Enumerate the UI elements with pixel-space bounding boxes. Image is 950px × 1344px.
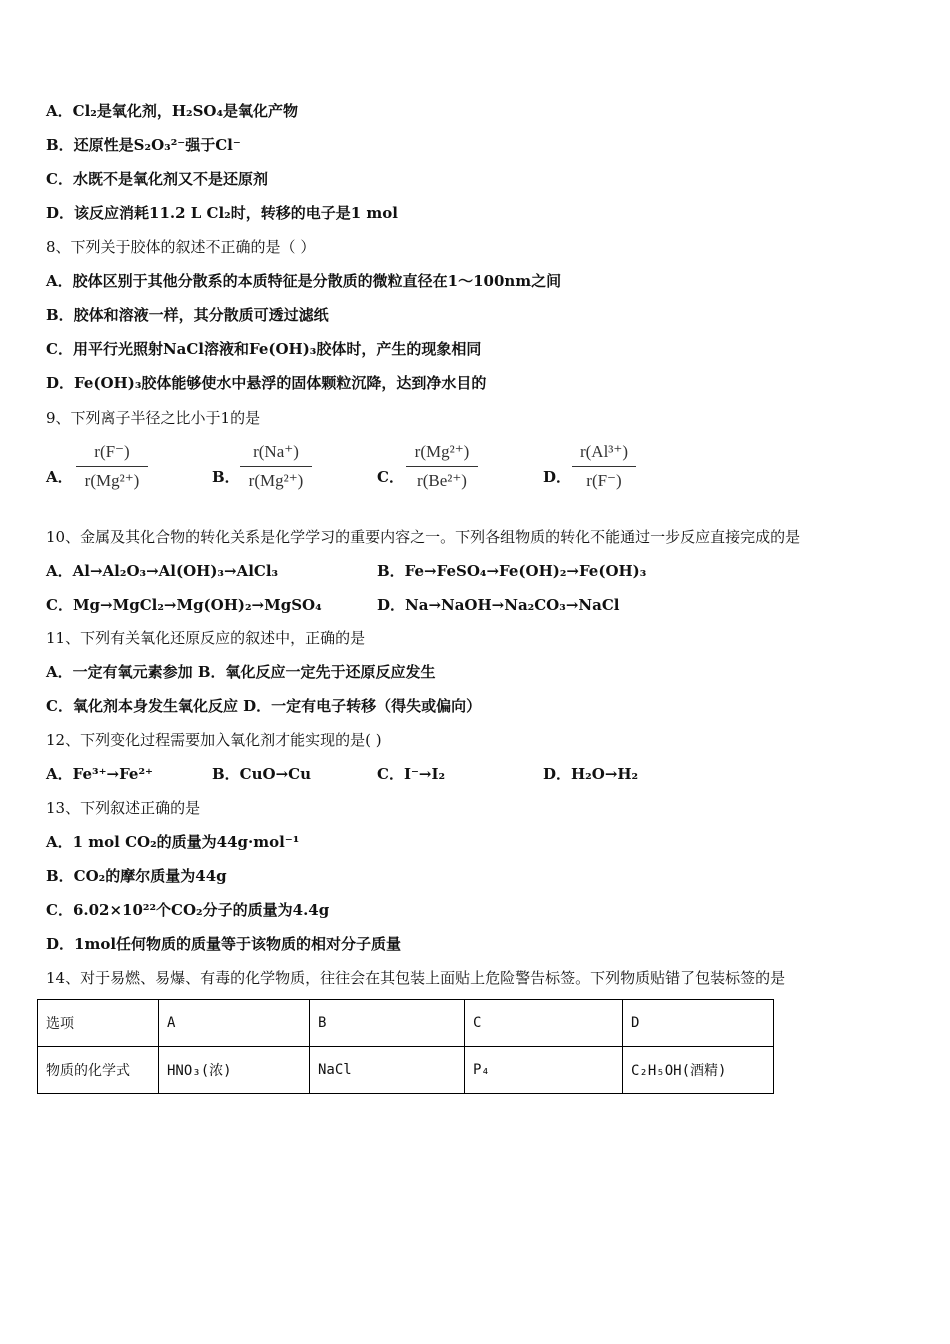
table-header-cell: C: [465, 1000, 623, 1047]
table-cell: HNO₃(浓): [159, 1047, 310, 1094]
q12-stem: 12、下列变化过程需要加入氧化剂才能实现的是( ): [46, 731, 382, 749]
q8-stem: 8、下列关于胶体的叙述不正确的是（ ）: [46, 238, 316, 256]
table-header-cell: A: [159, 1000, 310, 1047]
q14-label-table: [37, 999, 774, 1094]
q9-option-c-numerator: r(Mg²⁺): [414, 442, 470, 461]
q12-option-c: C．I⁻→I₂: [377, 765, 446, 783]
q9-option-a-label: A．: [46, 468, 73, 486]
table-header-cell: 选项: [38, 1000, 159, 1047]
q10-option-b: B．Fe→FeSO₄→Fe(OH)₂→Fe(OH)₃: [377, 562, 647, 580]
q9-option-b-fraction: [240, 440, 312, 493]
q10-option-c: C．Mg→MgCl₂→Mg(OH)₂→MgSO₄: [46, 596, 322, 614]
q8-option-a: A．胶体区别于其他分散系的本质特征是分散质的微粒直径在1～100nm之间: [46, 272, 562, 290]
table-header-cell: D: [623, 1000, 774, 1047]
q7-option-a: A．Cl₂是氧化剂，H₂SO₄是氧化产物: [46, 102, 299, 120]
fraction-bar: [240, 466, 312, 467]
q9-option-c-label: C．: [377, 468, 404, 486]
q8-option-d: D．Fe(OH)₃胶体能够使水中悬浮的固体颗粒沉降，达到净水目的: [46, 374, 487, 392]
q9-option-a-fraction: [76, 440, 148, 493]
q9-option-c-denominator: r(Be²⁺): [417, 471, 467, 490]
q13-option-b: B．CO₂的摩尔质量为44g: [46, 867, 227, 885]
fraction-bar: [76, 466, 148, 467]
q13-option-a: A．1 mol CO₂的质量为44g·mol⁻¹: [46, 833, 300, 851]
q13-stem: 13、下列叙述正确的是: [46, 799, 201, 817]
q13-option-c: C．6.02×10²²个CO₂分子的质量为4.4g: [46, 901, 330, 919]
q14-stem: 14、对于易燃、易爆、有毒的化学物质，往往会在其包装上面贴上危险警告标签。下列物质贴错了包装标签的是: [46, 969, 786, 987]
fraction-bar: [406, 466, 478, 467]
q12-option-d: D．H₂O→H₂: [543, 765, 639, 783]
q9-option-d-denominator: r(F⁻): [586, 471, 622, 490]
table-header-row: [38, 1000, 774, 1047]
q9-option-c-fraction: [406, 440, 478, 493]
q7-option-c: C．水既不是氧化剂又不是还原剂: [46, 170, 268, 188]
table-header-cell: B: [310, 1000, 465, 1047]
q9-option-a-denominator: r(Mg²⁺): [84, 471, 140, 490]
q8-option-b: B．胶体和溶液一样，其分散质可透过滤纸: [46, 306, 329, 324]
q10-stem: 10、金属及其化合物的转化关系是化学学习的重要内容之一。下列各组物质的转化不能通过一步反应直接完成的是: [46, 528, 801, 546]
q9-option-b-label: B．: [212, 468, 240, 486]
q9-option-a-numerator: r(F⁻): [94, 442, 130, 461]
table-row: [38, 1047, 774, 1094]
table-cell: P₄: [465, 1047, 623, 1094]
q11-options-cd: C．氧化剂本身发生氧化反应 D．一定有电子转移（得失或偏向）: [46, 697, 482, 715]
q10-option-d: D．Na→NaOH→Na₂CO₃→NaCl: [377, 596, 620, 614]
q11-stem: 11、下列有关氧化还原反应的叙述中，正确的是: [46, 629, 366, 647]
table-cell: C₂H₅OH(酒精): [623, 1047, 774, 1094]
table-cell: NaCl: [310, 1047, 465, 1094]
fraction-bar: [572, 466, 636, 467]
q8-option-c: C．用平行光照射NaCl溶液和Fe(OH)₃胶体时，产生的现象相同: [46, 340, 482, 358]
q9-option-d-label: D．: [543, 468, 572, 486]
q9-option-b-numerator: r(Na⁺): [253, 442, 299, 461]
q9-stem: 9、下列离子半径之比小于1的是: [46, 409, 261, 427]
q7-option-b: B．还原性是S₂O₃²⁻强于Cl⁻: [46, 136, 241, 154]
table-cell: 物质的化学式: [38, 1047, 159, 1094]
q11-options-ab: A．一定有氧元素参加 B．氧化反应一定先于还原反应发生: [46, 663, 436, 681]
q9-option-b-denominator: r(Mg²⁺): [248, 471, 304, 490]
q13-option-d: D．1mol任何物质的质量等于该物质的相对分子质量: [46, 935, 402, 953]
q10-option-a: A．Al→Al₂O₃→Al(OH)₃→AlCl₃: [46, 562, 279, 580]
q7-option-d: D．该反应消耗11.2 L Cl₂时，转移的电子是1 mol: [46, 204, 398, 222]
q9-option-d-numerator: r(Al³⁺): [579, 442, 629, 461]
q12-option-b: B．CuO→Cu: [212, 765, 312, 783]
q9-option-d-fraction: [572, 440, 636, 493]
q12-option-a: A．Fe³⁺→Fe²⁺: [46, 765, 153, 783]
